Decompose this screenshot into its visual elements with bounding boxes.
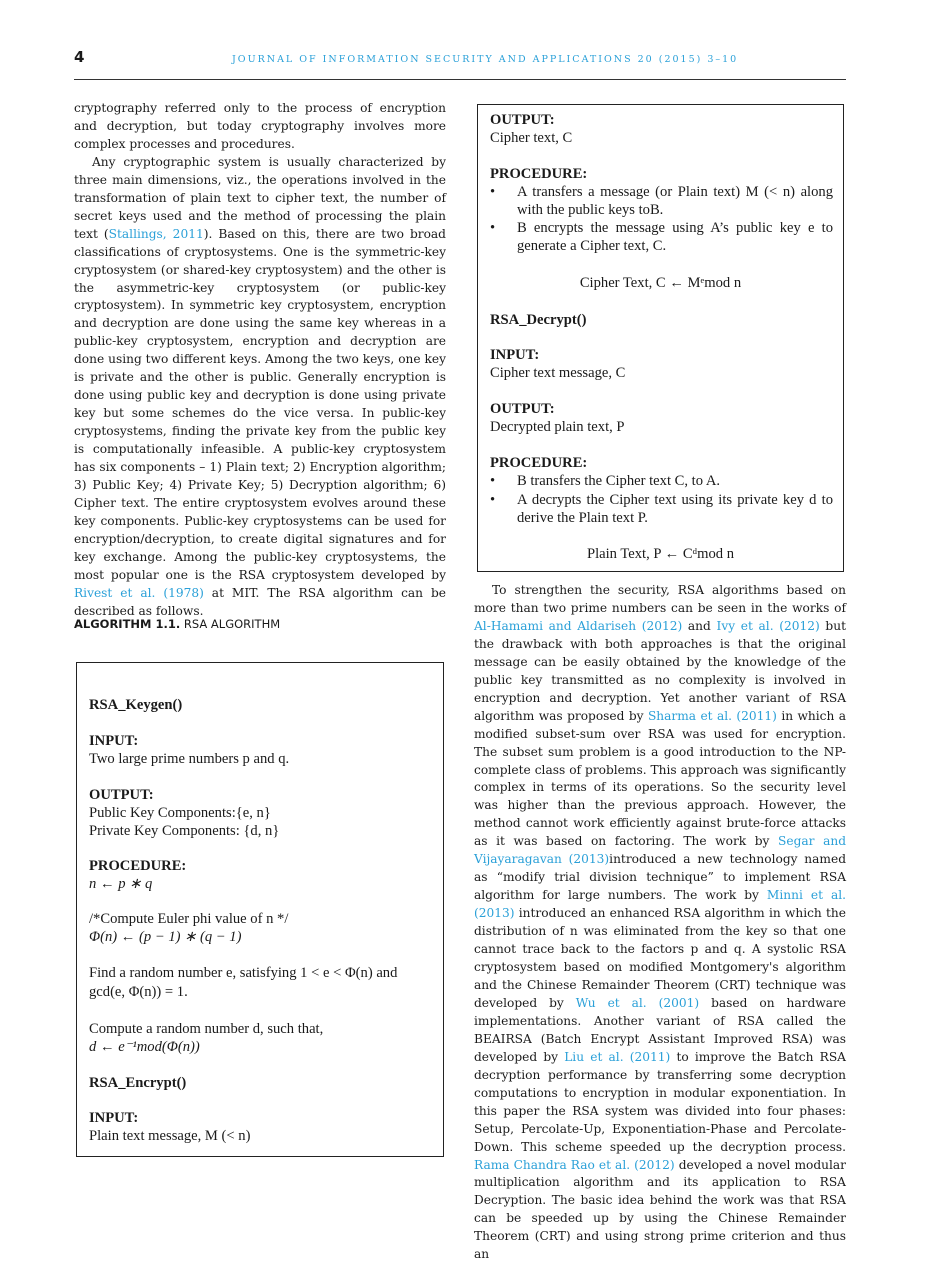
text-run: To strengthen the security, RSA algorithms based on more than two prime numbers can be seen in the works of	[474, 583, 846, 615]
encrypt-input-text: Plain text message, M (< n)	[89, 1128, 251, 1144]
procedure-bullet: • A transfers a message (or Plain text) M (< n) along with the public keys toB.	[490, 184, 833, 218]
public-key-line: Public Key Components:{e, n}	[89, 805, 271, 821]
gcd-line: gcd(e, Φ(n)) = 1.	[89, 984, 188, 1000]
text-run: introduced an enhanced RSA algorithm in which the distribution of n was eliminated from the key so that one cannot trace back to the factors p and q. A systolic RSA cryptosystem based on modified Montgomery's algorithm and the Chinese Remainder Theorem (CRT) technique was developed by	[474, 906, 846, 1010]
decrypt-input-text: Cipher text message, C	[490, 365, 626, 381]
procedure-heading: PROCEDURE:	[490, 166, 588, 182]
algorithm-caption	[74, 617, 280, 631]
bullet-icon: •	[490, 473, 496, 489]
citation-link[interactable]: Rivest et al. (1978)	[74, 585, 204, 600]
algorithm-box-right	[477, 104, 844, 572]
right-column	[474, 582, 846, 1264]
citation-link[interactable]: Wu et al. (2001)	[575, 995, 700, 1010]
procedure-bullet: • B transfers the Cipher text C, to A.	[490, 473, 721, 489]
phi-formula: Φ(n) ← (p − 1) ∗ (q − 1)	[89, 929, 242, 945]
citation-link[interactable]: Rama Chandra Rao et al. (2012)	[474, 1157, 675, 1172]
citation-link[interactable]: Al-Hamami and Aldariseh (2012)	[474, 618, 683, 633]
text-run: developed a novel modular multiplication algorithm and its application to RSA Decryption. The basic idea behind the work was that RSA can be speeded up by using the Chinese Remainder Theorem (CRT) and using strong prime criterion and thus an	[474, 1157, 846, 1262]
find-e-line: Find a random number e, satisfying 1 < e < Φ(n) and	[89, 965, 398, 981]
algorithm-box-left	[76, 662, 444, 1157]
text-run: Any cryptographic system is usually characterized by three main dimensions, viz., the operations involved in the transformation of plain text to cipher text, the number of secret keys used and the method of processing the plain text (	[74, 154, 446, 241]
text-run: at MIT. The RSA algorithm can be described as follows.	[74, 585, 446, 618]
page-number: 4	[74, 48, 85, 66]
bullet-icon: •	[490, 492, 496, 508]
paragraph: cryptography referred only to the process of encryption and decryption, but today cryptography involves more complex processes and procedures.	[74, 101, 446, 151]
header-rule	[74, 79, 846, 80]
citation-link[interactable]: Stallings, 2011	[108, 226, 204, 241]
citation-link[interactable]: Liu et al. (2011)	[564, 1049, 671, 1064]
decrypt-input-heading: INPUT:	[490, 347, 540, 363]
text-run: in which a modified subset-sum over RSA was used for encryption. The subset sum problem is a good introduction to the NP-complete class of problems. This approach was significantly complex in terms of its operations. So the security level was higher than the previous approach. However, the method cannot work efficiently against brute-force attacks as it was based on factoring. The work by	[474, 708, 846, 849]
citation-link[interactable]: Sharma et al. (2011)	[647, 708, 777, 723]
output-text: Cipher text, C	[490, 130, 573, 146]
private-key-line: Private Key Components: {d, n}	[89, 823, 280, 839]
input-heading: INPUT:	[89, 733, 139, 749]
text-run: based on hardware implementations. Another variant of RSA called the BEAIRSA (Batch Encrypt Assistant Improved RSA) was developed by	[474, 995, 846, 1064]
keygen-title: RSA_Keygen()	[89, 697, 183, 713]
d-formula: d ← e⁻¹mod(Φ(n))	[89, 1039, 200, 1055]
output-heading: OUTPUT:	[490, 112, 555, 128]
citation-link[interactable]: Ivy et al. (2012)	[716, 618, 820, 633]
text-run: introduced a new technology named as “modify trial division technique” to implement RSA algorithm for large numbers. The work by	[474, 852, 846, 903]
decrypt-title: RSA_Decrypt()	[490, 312, 587, 328]
encrypt-title: RSA_Encrypt()	[89, 1075, 187, 1091]
n-formula: n ← p ∗ q	[89, 876, 153, 892]
euler-comment: /*Compute Euler phi value of n */	[89, 911, 289, 927]
text-run: but the drawback with both approaches is that the original message can be easily obtained by the knowledge of the public key transmitted as no complexity is involved in encryption and decryption. Yet another variant of RSA algorithm was proposed by	[474, 618, 846, 723]
text-run: and	[682, 618, 717, 633]
paragraph	[474, 582, 846, 1264]
cipher-formula: Cipher Text, C ← Mᵉmod n	[579, 275, 742, 291]
decrypt-output-heading: OUTPUT:	[490, 401, 555, 417]
paragraph	[74, 154, 446, 621]
bullet-icon: •	[490, 184, 496, 200]
algorithm-title: RSA ALGORITHM	[183, 617, 281, 631]
citation-link[interactable]: Segar and Vijayaragavan (2013)	[474, 834, 846, 867]
input-text: Two large prime numbers p and q.	[89, 751, 290, 767]
decrypt-procedure-heading: PROCEDURE:	[490, 455, 588, 471]
bullet-icon: •	[490, 220, 496, 236]
compute-d-line: Compute a random number d, such that,	[89, 1021, 324, 1037]
encrypt-input-heading: INPUT:	[89, 1110, 139, 1126]
output-heading: OUTPUT:	[89, 787, 154, 803]
procedure-bullet: • B encrypts the message using A’s public key e to generate a Cipher text, C.	[490, 220, 833, 254]
running-head: JOURNAL OF INFORMATION SECURITY AND APPLICATIONS 20 (2015) 3–10	[232, 54, 739, 65]
citation-link[interactable]: Minni et al. (2013)	[474, 888, 846, 921]
decrypt-output-text: Decrypted plain text, P	[490, 419, 625, 435]
left-column	[74, 100, 446, 621]
text-run: to improve the Batch RSA decryption performance by transferring some decryption computations to encryption in modular exponentiation. In this paper the RSA system was divided into four phases: Setup, Percolate-Up, Exponentiation-Phase and Percolate-Down. This scheme speeded up the decryption process.	[474, 1049, 846, 1154]
algorithm-label: ALGORITHM 1.1.	[74, 617, 181, 631]
procedure-bullet: • A decrypts the Cipher text using its private key d to derive the Plain text P.	[490, 492, 833, 526]
text-run: ). Based on this, there are two broad classifications of cryptosystems. One is the symmetric-key cryptosystem (or shared-key cryptosystem) and the other is the asymmetric-key cryptosystem (or public-key cryptosystem). In symmetric key cryptosystem, encryption and decryption are done using the same key whereas in a public-key cryptosystem, encryption and decryption are done using two different keys. Among the two keys, one key is private and the other is public. Generally encryption is done using public key and decryption is done using private key but some schemes do the vice versa. In public-key cryptosystems, finding the private key from the public key is computationally infeasible. A public-key cryptosystem has six components – 1) Plain text; 2) Encryption algorithm; 3) Public Key; 4) Private Key; 5) Decryption algorithm; 6) Cipher text. The entire cryptosystem evolves around these key components. Public-key cryptosystems can be used for encryption/decryption, to create digital signatures and for key exchange. Among the public-key cryptosystems, the most popular one is the RSA cryptosystem developed by	[74, 226, 446, 582]
plain-formula: Plain Text, P ← Cᵈmod n	[586, 546, 735, 562]
procedure-heading: PROCEDURE:	[89, 858, 187, 874]
